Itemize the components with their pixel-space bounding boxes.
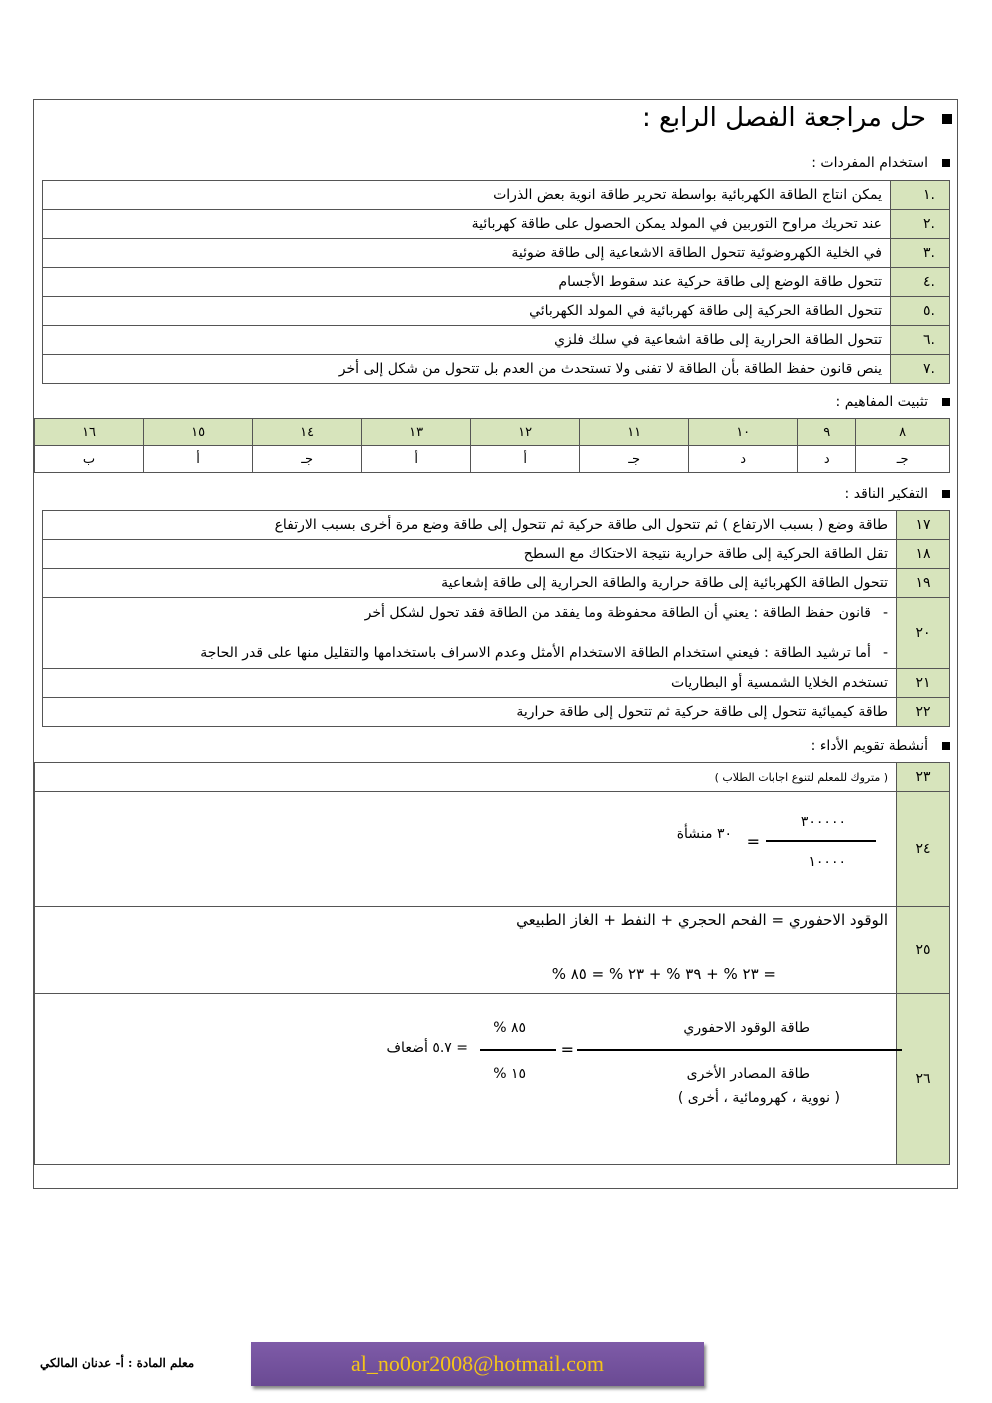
row-number: ٢٦ <box>897 994 950 1165</box>
table-row <box>43 511 950 540</box>
table-row-26 <box>35 994 950 1165</box>
q24-equation <box>35 792 897 907</box>
table-row <box>43 239 950 268</box>
concept-number: ١٥ <box>144 419 253 446</box>
teacher-name: معلم المادة : أ- عدنان المالكي <box>40 1356 195 1370</box>
row-number: .٣ <box>891 239 950 268</box>
bullet-icon <box>942 398 950 406</box>
row-text: تتحول الطاقة الحرارية إلى طاقة اشعاعية في سلك فلزي <box>43 326 891 355</box>
table-row-24 <box>35 792 950 907</box>
row-20-content <box>43 598 897 669</box>
fraction-line <box>766 840 876 842</box>
table-row <box>43 698 950 727</box>
section-heading-critical <box>845 486 950 502</box>
row-number: ١٩ <box>897 569 950 598</box>
q26-numerator-2: ٨٥ % <box>493 1020 526 1036</box>
bullet-icon <box>942 159 950 167</box>
row-number: ٢٠ <box>897 598 950 669</box>
q26-denominator: طاقة المصادر الأخرى <box>686 1066 810 1082</box>
table-row <box>43 540 950 569</box>
q24-numerator: ٣٠٠٠٠٠ <box>800 814 846 830</box>
bullet-icon <box>942 490 950 498</box>
row-number: .٤ <box>891 268 950 297</box>
dash-marker: - <box>882 645 888 661</box>
q26-result: = ٥.٧ أضعاف <box>386 1040 468 1056</box>
q25-content <box>35 907 897 994</box>
q26-numerator: طاقة الوقود الاحفوري <box>683 1020 810 1036</box>
email-banner <box>251 1342 704 1386</box>
row-text: في الخلية الكهروضوئية تتحول الطاقة الاشعاعية إلى طاقة ضوئية <box>43 239 891 268</box>
section-heading-concepts <box>836 394 950 410</box>
q26-denominator-note: ( نووية ، كهرومائية ، أخرى ) <box>677 1090 840 1106</box>
concept-number: ٨ <box>856 419 950 446</box>
concept-answer: د <box>798 446 856 473</box>
row-number: ٢١ <box>897 669 950 698</box>
concept-answer: د <box>689 446 798 473</box>
section-heading-text: أنشطة تقويم الأداء : <box>810 738 928 754</box>
row-number: ١٨ <box>897 540 950 569</box>
row-text: تتحول الطاقة الحركية إلى طاقة كهربائية في المولد الكهربائي <box>43 297 891 326</box>
row-number: ١٧ <box>897 511 950 540</box>
row-text: تستخدم الخلايا الشمسية أو البطاريات <box>43 669 897 698</box>
concepts-table <box>34 418 950 473</box>
row-text: طاقة كيميائية تتحول إلى طاقة حركية ثم تتحول إلى طاقة حرارية <box>43 698 897 727</box>
page-title-text: حل مراجعة الفصل الرابع : <box>642 103 926 133</box>
vocabulary-table <box>42 180 950 384</box>
table-row <box>43 669 950 698</box>
row-20-line-2 <box>51 644 888 662</box>
row-number: ٢٥ <box>897 907 950 994</box>
concept-number: ١٦ <box>35 419 144 446</box>
bullet-icon <box>942 114 952 124</box>
concept-answer: جـ <box>856 446 950 473</box>
concept-number: ١١ <box>580 419 689 446</box>
row-number: ٢٣ <box>897 763 950 792</box>
row-text: تقل الطاقة الحركية إلى طاقة حرارية نتيجة الاحتكاك مع السطح <box>43 540 897 569</box>
section-heading-text: التفكير الناقد : <box>844 486 928 502</box>
table-row-25 <box>35 907 950 994</box>
page-title <box>642 103 952 133</box>
table-row-20 <box>43 598 950 669</box>
row-number: ٢٢ <box>897 698 950 727</box>
table-row <box>43 297 950 326</box>
row-number: .٥ <box>891 297 950 326</box>
fraction-line <box>577 1049 902 1051</box>
concept-answer: جـ <box>253 446 362 473</box>
row-number: .١ <box>891 181 950 210</box>
critical-table <box>42 510 950 727</box>
q24-equals: = <box>746 832 760 851</box>
concept-answer: أ <box>471 446 580 473</box>
table-row <box>43 210 950 239</box>
row-20-line-1 <box>51 604 888 622</box>
bullet-icon <box>942 742 950 750</box>
row-number: .٧ <box>891 355 950 384</box>
row-text: طاقة وضع ( بسبب الارتفاع ) ثم تتحول الى طاقة حركية ثم تتحول إلى طاقة وضع مرة أخرى بسبب الارتفاع <box>43 511 897 540</box>
table-row <box>43 569 950 598</box>
q26-equals: = <box>560 1040 574 1059</box>
row-text: يمكن انتاج الطاقة الكهربائية بواسطة تحرير طاقة انوية بعض الذرات <box>43 181 891 210</box>
section-heading-text: استخدام المفردات : <box>811 155 928 171</box>
email-address[interactable]: al_no0or2008@hotmail.com <box>350 1351 605 1376</box>
section-heading-text: تثبيت المفاهيم : <box>835 394 928 410</box>
dash-marker: - <box>882 605 888 621</box>
concept-number: ١٢ <box>471 419 580 446</box>
row-number: ٢٤ <box>897 792 950 907</box>
section-heading-vocabulary <box>811 155 950 171</box>
row-text: ينص قانون حفظ الطاقة بأن الطاقة لا تفنى ولا تستحدث من العدم بل تتحول من شكل إلى أخر <box>43 355 891 384</box>
table-row <box>43 326 950 355</box>
concepts-answer-row <box>35 446 950 473</box>
q26-equation <box>35 994 897 1165</box>
row-text: قانون حفظ الطاقة : يعني أن الطاقة محفوظة وما يفقد من الطاقة فقد تحول لشكل أخر <box>364 605 871 621</box>
fraction-line <box>480 1049 556 1051</box>
q25-line-1: الوقود الاحفوري = الفحم الحجري + النفط + الغاز الطبيعي <box>516 911 888 929</box>
row-text: عند تحريك مراوح التوربين في المولد يمكن الحصول على طاقة كهربائية <box>43 210 891 239</box>
concept-answer: جـ <box>580 446 689 473</box>
row-text: تتحول طاقة الوضع إلى طاقة حركية عند سقوط الأجسام <box>43 268 891 297</box>
q25-line-2: = ٢٣ % + ٣٩ % + ٢٣ % = ٨٥ % <box>551 965 776 983</box>
concept-number: ٩ <box>798 419 856 446</box>
section-heading-performance <box>811 738 950 754</box>
row-number: .٢ <box>891 210 950 239</box>
performance-table <box>34 762 950 1165</box>
row-text: ( متروك للمعلم لتنوع اجابات الطلاب ) <box>35 763 897 792</box>
q24-result: ٣٠ منشأة <box>676 826 732 842</box>
row-number: .٦ <box>891 326 950 355</box>
concepts-number-row <box>35 419 950 446</box>
table-row <box>43 355 950 384</box>
row-text: تتحول الطاقة الكهربائية إلى طاقة حرارية والطاقة الحرارية إلى طاقة إشعاعية <box>43 569 897 598</box>
table-row <box>43 181 950 210</box>
concept-answer: أ <box>144 446 253 473</box>
concept-answer: أ <box>362 446 471 473</box>
table-row <box>43 268 950 297</box>
concept-answer: ب <box>35 446 144 473</box>
table-row-23 <box>35 763 950 792</box>
q24-denominator: ١٠٠٠٠ <box>808 854 846 870</box>
concept-number: ١٣ <box>362 419 471 446</box>
q26-denominator-2: ١٥ % <box>493 1066 526 1082</box>
concept-number: ١٤ <box>253 419 362 446</box>
row-text: أما ترشيد الطاقة : فيعني استخدام الطاقة الاستخدام الأمثل وعدم الاسراف باستخدامها والتقليل منها على قدر الحاجة <box>200 645 871 661</box>
concept-number: ١٠ <box>689 419 798 446</box>
